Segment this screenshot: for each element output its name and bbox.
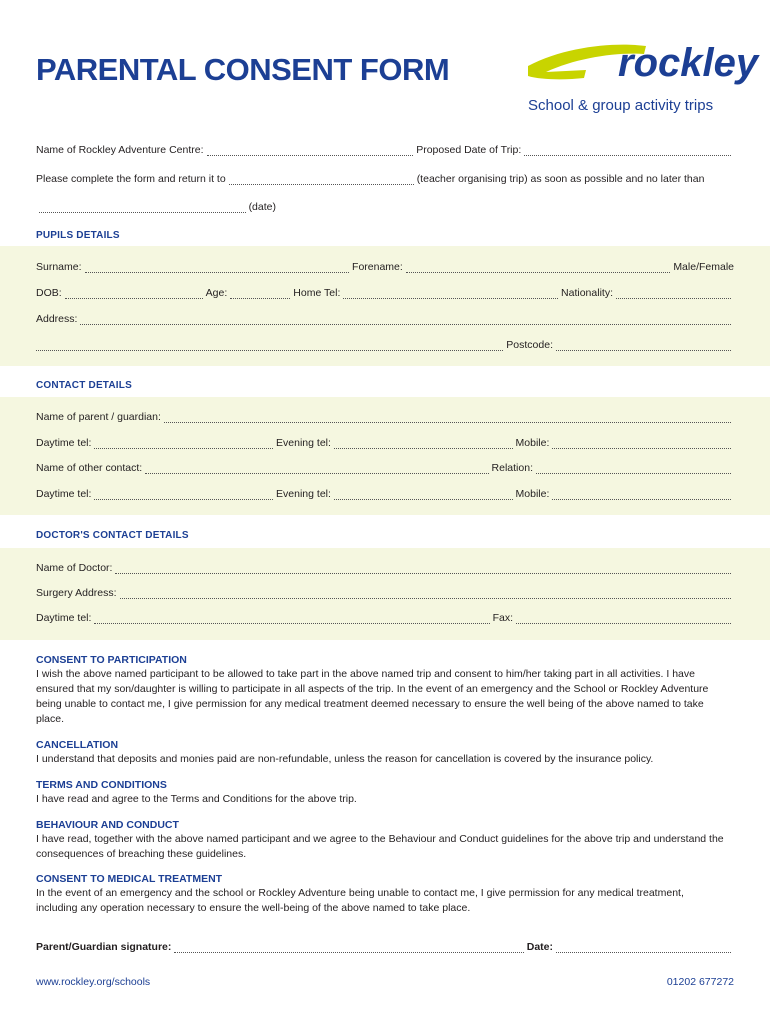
evening-tel-field[interactable] — [334, 439, 513, 449]
doctor-tel-label: Daytime tel: — [36, 612, 92, 624]
doctor-tel-field[interactable] — [94, 614, 489, 624]
mobile-field[interactable] — [552, 439, 731, 449]
other-contact-label: Name of other contact: — [36, 462, 143, 474]
nationality-label: Nationality: — [561, 287, 613, 299]
medical-heading: CONSENT TO MEDICAL TREATMENT — [36, 873, 223, 885]
age-field[interactable] — [230, 289, 290, 299]
forename-field[interactable] — [406, 263, 671, 273]
parent-label: Name of parent / guardian: — [36, 411, 161, 423]
signature-field[interactable] — [174, 943, 523, 953]
return-label: Please complete the form and return it to — [36, 173, 226, 185]
trip-date-label: Proposed Date of Trip: — [416, 144, 522, 156]
gender-option[interactable]: Male/Female — [673, 261, 735, 273]
tagline: School & group activity trips — [528, 97, 714, 114]
footer-phone: 01202 677272 — [666, 976, 734, 988]
contact-panel — [0, 397, 770, 515]
behaviour-heading: BEHAVIOUR AND CONDUCT — [36, 819, 179, 831]
date-label: (date) — [248, 201, 276, 213]
cancellation-heading: CANCELLATION — [36, 739, 119, 751]
other-evening-tel-label: Evening tel: — [276, 488, 331, 500]
signature-date-field[interactable] — [556, 943, 731, 953]
surgery-label: Surgery Address: — [36, 587, 117, 599]
daytime-tel-label: Daytime tel: — [36, 437, 92, 449]
consent-participation-heading: CONSENT TO PARTICIPATION — [36, 654, 187, 666]
home-tel-label: Home Tel: — [293, 287, 341, 299]
signature-row — [36, 941, 734, 953]
surgery-field[interactable] — [120, 589, 731, 599]
logo-text: rockley — [618, 41, 759, 85]
footer-url[interactable]: www.rockley.org/schools — [36, 976, 151, 988]
other-evening-tel-field[interactable] — [334, 490, 513, 500]
page-title: PARENTAL CONSENT FORM — [36, 52, 450, 87]
terms-text: I have read and agree to the Terms and Conditions for the above trip. — [36, 793, 357, 805]
signature-label: Parent/Guardian signature: — [36, 941, 172, 953]
daytime-tel-field[interactable] — [94, 439, 273, 449]
fax-field[interactable] — [516, 614, 731, 624]
doctor-panel — [0, 548, 770, 640]
other-mobile-field[interactable] — [552, 490, 731, 500]
postcode-label: Postcode: — [506, 339, 553, 351]
doctor-heading: DOCTOR'S CONTACT DETAILS — [36, 530, 189, 541]
rockley-logo — [526, 36, 759, 96]
signature-date-label: Date: — [526, 941, 553, 953]
medical-text: In the event of an emergency and the school or Rockley Adventure being unable to contact me, I give permission for any medical treatment, including any operation necessary to ensure the well-being of the above named to take place. — [36, 887, 684, 914]
deadline-date-field[interactable] — [39, 203, 246, 213]
parent-field[interactable] — [164, 413, 731, 423]
centre-field[interactable] — [207, 146, 414, 156]
consent-participation-text: I wish the above named participant to be allowed to take part in the above named trip and consent to him/her taking part in all activities. I have ensured that my son/daughter is willing to participate in all aspects of the trip. In the event of an emergency and the School or Rockley Adventure being unable to contact me, I give permission for any medical treatment deemed necessary to ensure the well being of the above named to take place. — [36, 668, 709, 725]
intro-row-3 — [36, 201, 276, 213]
trip-date-field[interactable] — [524, 146, 731, 156]
dob-label: DOB: — [36, 287, 62, 299]
intro-row-1 — [36, 144, 734, 156]
surname-field[interactable] — [85, 263, 350, 273]
pupils-panel — [0, 246, 770, 366]
contact-heading: CONTACT DETAILS — [36, 380, 132, 391]
dob-field[interactable] — [65, 289, 203, 299]
behaviour-text: I have read, together with the above named participant and we agree to the Behaviour and Conduct guidelines for the above trip and understand the consequences of breaching these guidelines. — [36, 833, 724, 860]
relation-field[interactable] — [536, 464, 731, 474]
surname-label: Surname: — [36, 261, 82, 273]
forename-label: Forename: — [352, 261, 403, 273]
mobile-label: Mobile: — [515, 437, 550, 449]
other-daytime-tel-label: Daytime tel: — [36, 488, 92, 500]
age-label: Age: — [205, 287, 228, 299]
return-suffix: (teacher organising trip) as soon as possible and no later than — [416, 173, 705, 185]
other-mobile-label: Mobile: — [515, 488, 550, 500]
address-line-2-field[interactable] — [36, 341, 503, 351]
pupils-heading: PUPILS DETAILS — [36, 230, 120, 241]
teacher-field[interactable] — [229, 175, 414, 185]
doctor-name-field[interactable] — [115, 564, 731, 574]
other-daytime-tel-field[interactable] — [94, 490, 273, 500]
nationality-field[interactable] — [616, 289, 731, 299]
cancellation-text: I understand that deposits and monies paid are non-refundable, unless the reason for cancellation is covered by the insurance policy. — [36, 753, 654, 765]
evening-tel-label: Evening tel: — [276, 437, 331, 449]
home-tel-field[interactable] — [343, 289, 558, 299]
address-field[interactable] — [80, 315, 731, 325]
fax-label: Fax: — [492, 612, 513, 624]
other-contact-field[interactable] — [145, 464, 488, 474]
relation-label: Relation: — [491, 462, 533, 474]
intro-row-2 — [36, 173, 734, 185]
terms-heading: TERMS AND CONDITIONS — [36, 779, 167, 791]
doctor-name-label: Name of Doctor: — [36, 562, 113, 574]
postcode-field[interactable] — [556, 341, 731, 351]
address-label: Address: — [36, 313, 78, 325]
centre-label: Name of Rockley Adventure Centre: — [36, 144, 204, 156]
